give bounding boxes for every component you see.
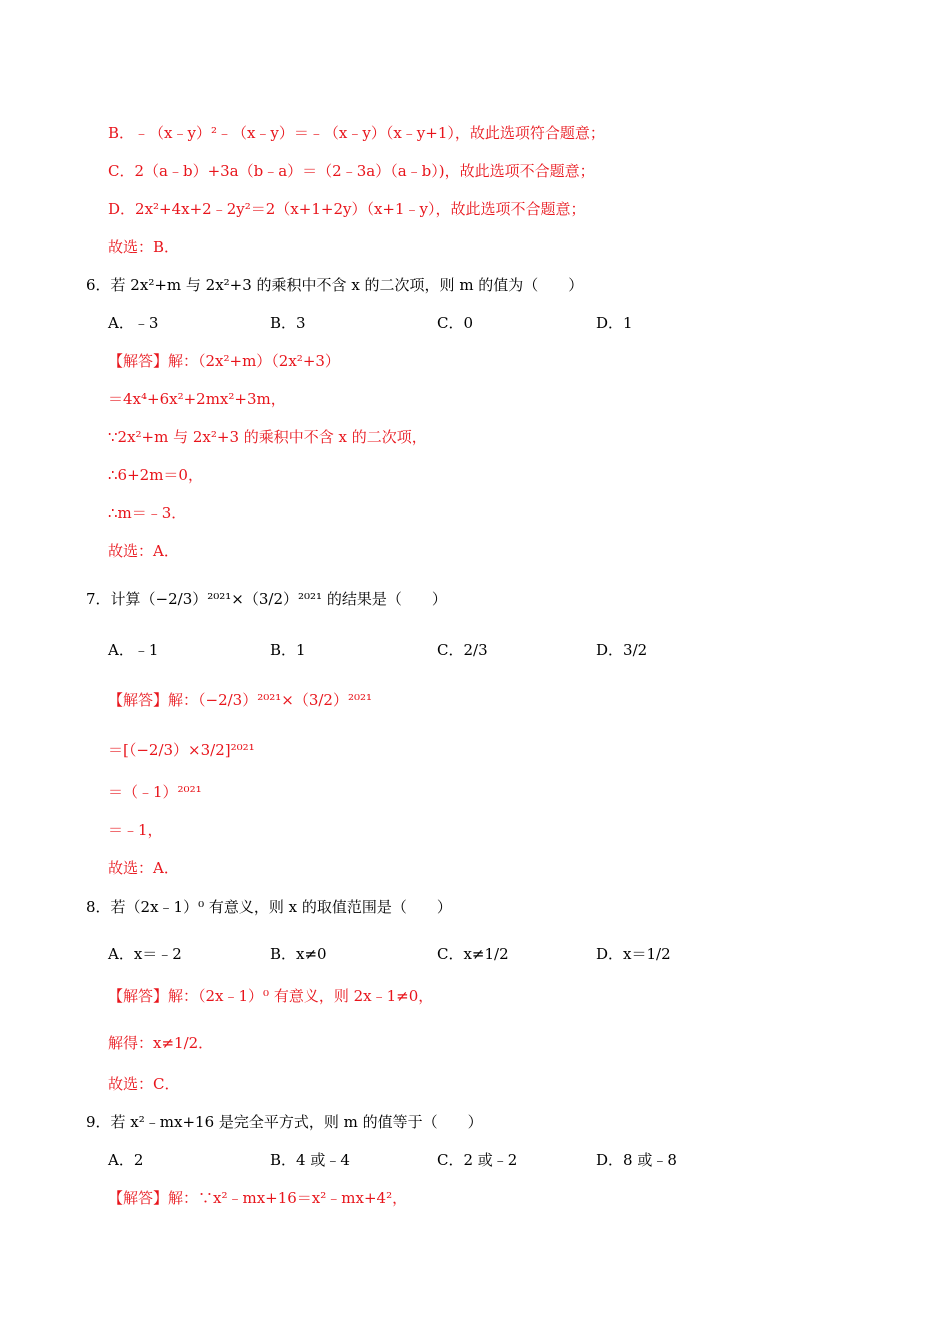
q5-option-c-solution: C．2（a﹣b）+3a（b﹣a）＝（2﹣3a）（a﹣b）)，故此选项不合题意； [108,162,595,180]
q5-option-b-solution: B．﹣（x﹣y）²﹣（x﹣y）＝﹣（x﹣y）（x﹣y+1），故此选项符合题意； [108,124,605,142]
q8-option-c: C．x≠1/2 [437,945,509,963]
q7-answer: 故选：A． [108,859,179,877]
q7-option-c: C．2/3 [437,641,488,659]
q8-stem: 8．若（2x﹣1）⁰ 有意义，则 x 的取值范围是（ ） [86,898,452,916]
q7-option-d: D．3/2 [596,641,648,659]
q9-option-a: A．2 [108,1151,144,1169]
q7-solution-line: ＝（﹣1）²⁰²¹ [108,783,202,801]
q7-solution-line: 【解答】解：（−2/3）²⁰²¹×（3/2）²⁰²¹ [108,691,373,709]
q8-solution-line: 【解答】解：（2x﹣1）⁰ 有意义，则 2x﹣1≠0， [108,987,434,1005]
q9-solution-line: 【解答】解：∵x²﹣mx+16＝x²﹣mx+4²， [108,1189,408,1207]
q6-solution-line: ∴6+2m＝0， [108,466,203,484]
q8-answer: 故选：C． [108,1075,180,1093]
q6-solution-line: 【解答】解：（2x²+m）（2x²+3） [108,352,340,370]
q6-option-a: A．﹣3 [108,314,159,332]
q9-option-c: C．2 或﹣2 [437,1151,518,1169]
q7-solution-line: ＝﹣1， [108,821,163,839]
q7-stem: 7．计算（−2/3）²⁰²¹×（3/2）²⁰²¹ 的结果是（ ） [86,590,447,608]
q8-solution-line: 解得：x≠1/2． [108,1034,214,1052]
q8-option-b: B．x≠0 [270,945,327,963]
q8-option-a: A．x＝﹣2 [108,945,182,963]
q6-option-b: B．3 [270,314,306,332]
q6-answer: 故选：A． [108,542,179,560]
q9-option-d: D．8 或﹣8 [596,1151,677,1169]
q6-solution-line: ∴m＝﹣3． [108,504,187,522]
q7-option-a: A．﹣1 [108,641,159,659]
q9-stem: 9．若 x²﹣mx+16 是完全平方式，则 m 的值等于（ ） [86,1113,483,1131]
q7-option-b: B．1 [270,641,306,659]
q6-solution-line: ＝4x⁴+6x²+2mx²+3m， [108,390,286,408]
q6-solution-line: ∵2x²+m 与 2x²+3 的乘积中不含 x 的二次项， [108,428,427,446]
q6-option-d: D．1 [596,314,633,332]
q8-option-d: D．x＝1/2 [596,945,671,963]
q6-stem: 6．若 2x²+m 与 2x²+3 的乘积中不含 x 的二次项，则 m 的值为（ ） [86,276,584,294]
q6-option-c: C．0 [437,314,474,332]
q5-option-d-solution: D．2x²+4x+2﹣2y²＝2（x+1+2y）（x+1﹣y），故此选项不合题意； [108,200,586,218]
q9-option-b: B．4 或﹣4 [270,1151,350,1169]
q7-solution-line: ＝[（−2/3）×3/2]²⁰²¹ [108,741,255,759]
q5-answer: 故选：B． [108,238,180,256]
